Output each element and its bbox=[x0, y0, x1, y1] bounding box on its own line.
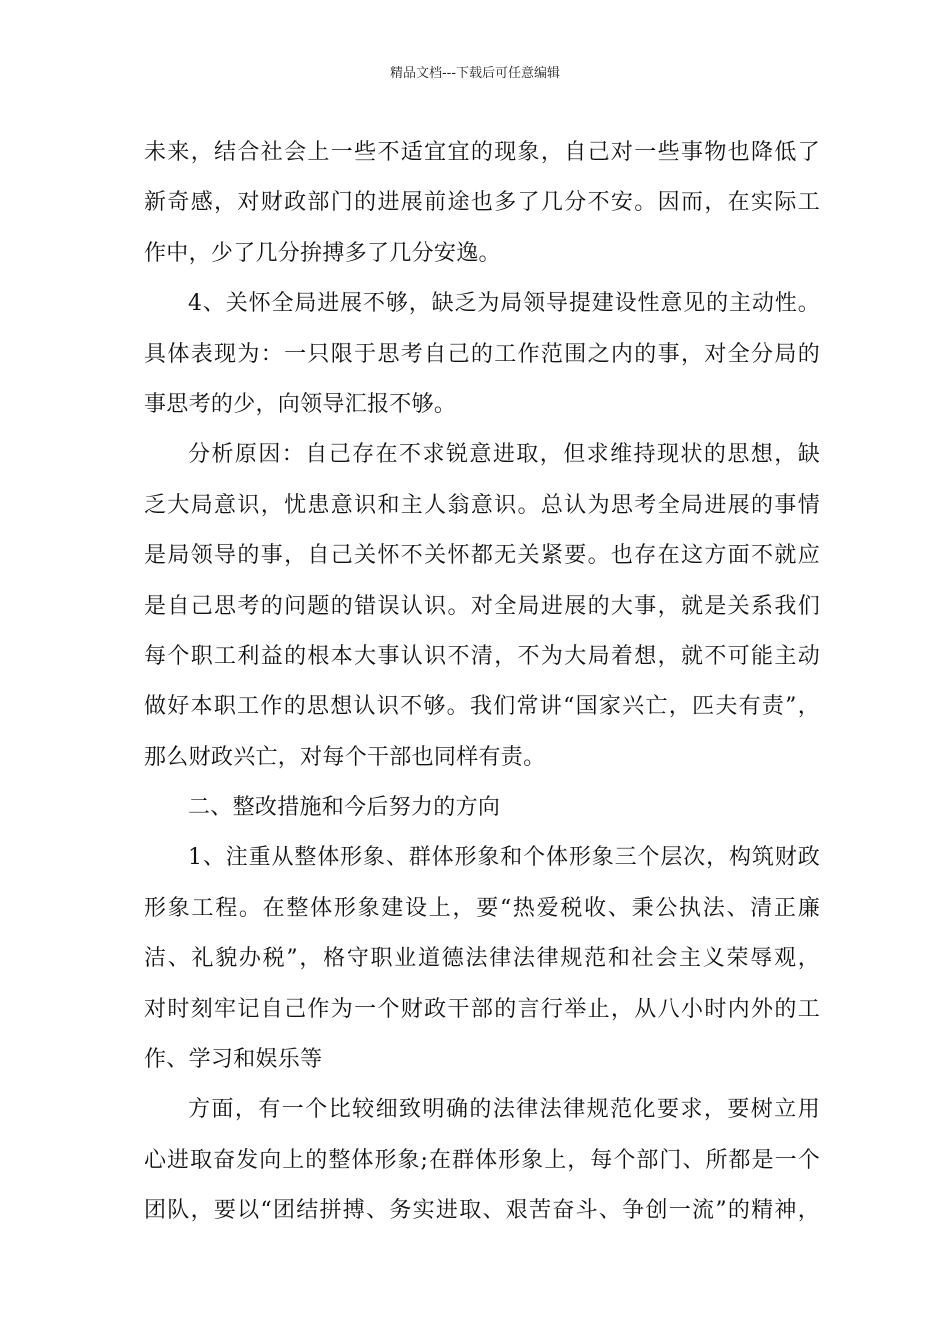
text-line: 团队，要以“团结拼搏、务实进取、艰苦奋斗、争创一流”的精神， bbox=[144, 1198, 820, 1224]
page-header: 精品文档---下载后可任意编辑 bbox=[389, 66, 561, 81]
text-line: 对时刻牢记自己作为一个财政干部的言行举止，从八小时内外的工 bbox=[144, 996, 820, 1022]
text-line: 洁、礼貌办税”，格守职业道德法律法律规范和社会主义荣辱观， bbox=[144, 946, 820, 972]
document-body bbox=[144, 128, 820, 1237]
text-line: 方面，有一个比较细致明确的法律法律规范化要求，要树立用 bbox=[188, 1097, 820, 1123]
text-line: 那么财政兴亡，对每个干部也同样有责。 bbox=[144, 744, 546, 770]
text-line: 新奇感，对财政部门的进展前途也多了几分不安。因而，在实际工 bbox=[144, 190, 820, 216]
text-line: 作中，少了几分拚搏多了几分安逸。 bbox=[144, 240, 501, 266]
text-line: 二、整改措施和今后努力的方向 bbox=[188, 795, 501, 821]
text-line: 具体表现为：一只限于思考自己的工作范围之内的事，对全分局的 bbox=[144, 341, 820, 367]
text-line: 心进取奋发向上的整体形象;在群体形象上，每个部门、所都是一个 bbox=[144, 1147, 820, 1173]
text-line: 是局领导的事，自己关怀不关怀都无关紧要。也存在这方面不就应 bbox=[144, 543, 820, 569]
text-line: 作、学习和娱乐等 bbox=[144, 1047, 323, 1073]
text-line: 未来，结合社会上一些不适宜宜的现象，自己对一些事物也降低了 bbox=[144, 140, 820, 165]
text-line: 是自己思考的问题的错误认识。对全局进展的大事，就是关系我们 bbox=[144, 593, 820, 619]
text-line: 做好本职工作的思想认识不够。我们常讲“国家兴亡，匹夫有责”， bbox=[144, 694, 820, 720]
text-line: 乏大局意识，忧患意识和主人翁意识。总认为思考全局进展的事情 bbox=[144, 492, 820, 518]
text-line: 分析原因：自己存在不求锐意进取，但求维持现状的思想，缺 bbox=[188, 442, 820, 468]
text-line: 1、注重从整体形象、群体形象和个体形象三个层次，构筑财政 bbox=[188, 845, 820, 871]
text-line: 事思考的少，向领导汇报不够。 bbox=[144, 391, 457, 417]
text-line: 每个职工利益的根本大事认识不清，不为大局着想，就不可能主动 bbox=[144, 643, 820, 669]
text-line: 4、关怀全局进展不够，缺乏为局领导提建设性意见的主动性。 bbox=[188, 291, 820, 317]
text-line: 形象工程。在整体形象建设上，要“热爱税收、秉公执法、清正廉 bbox=[144, 895, 820, 921]
